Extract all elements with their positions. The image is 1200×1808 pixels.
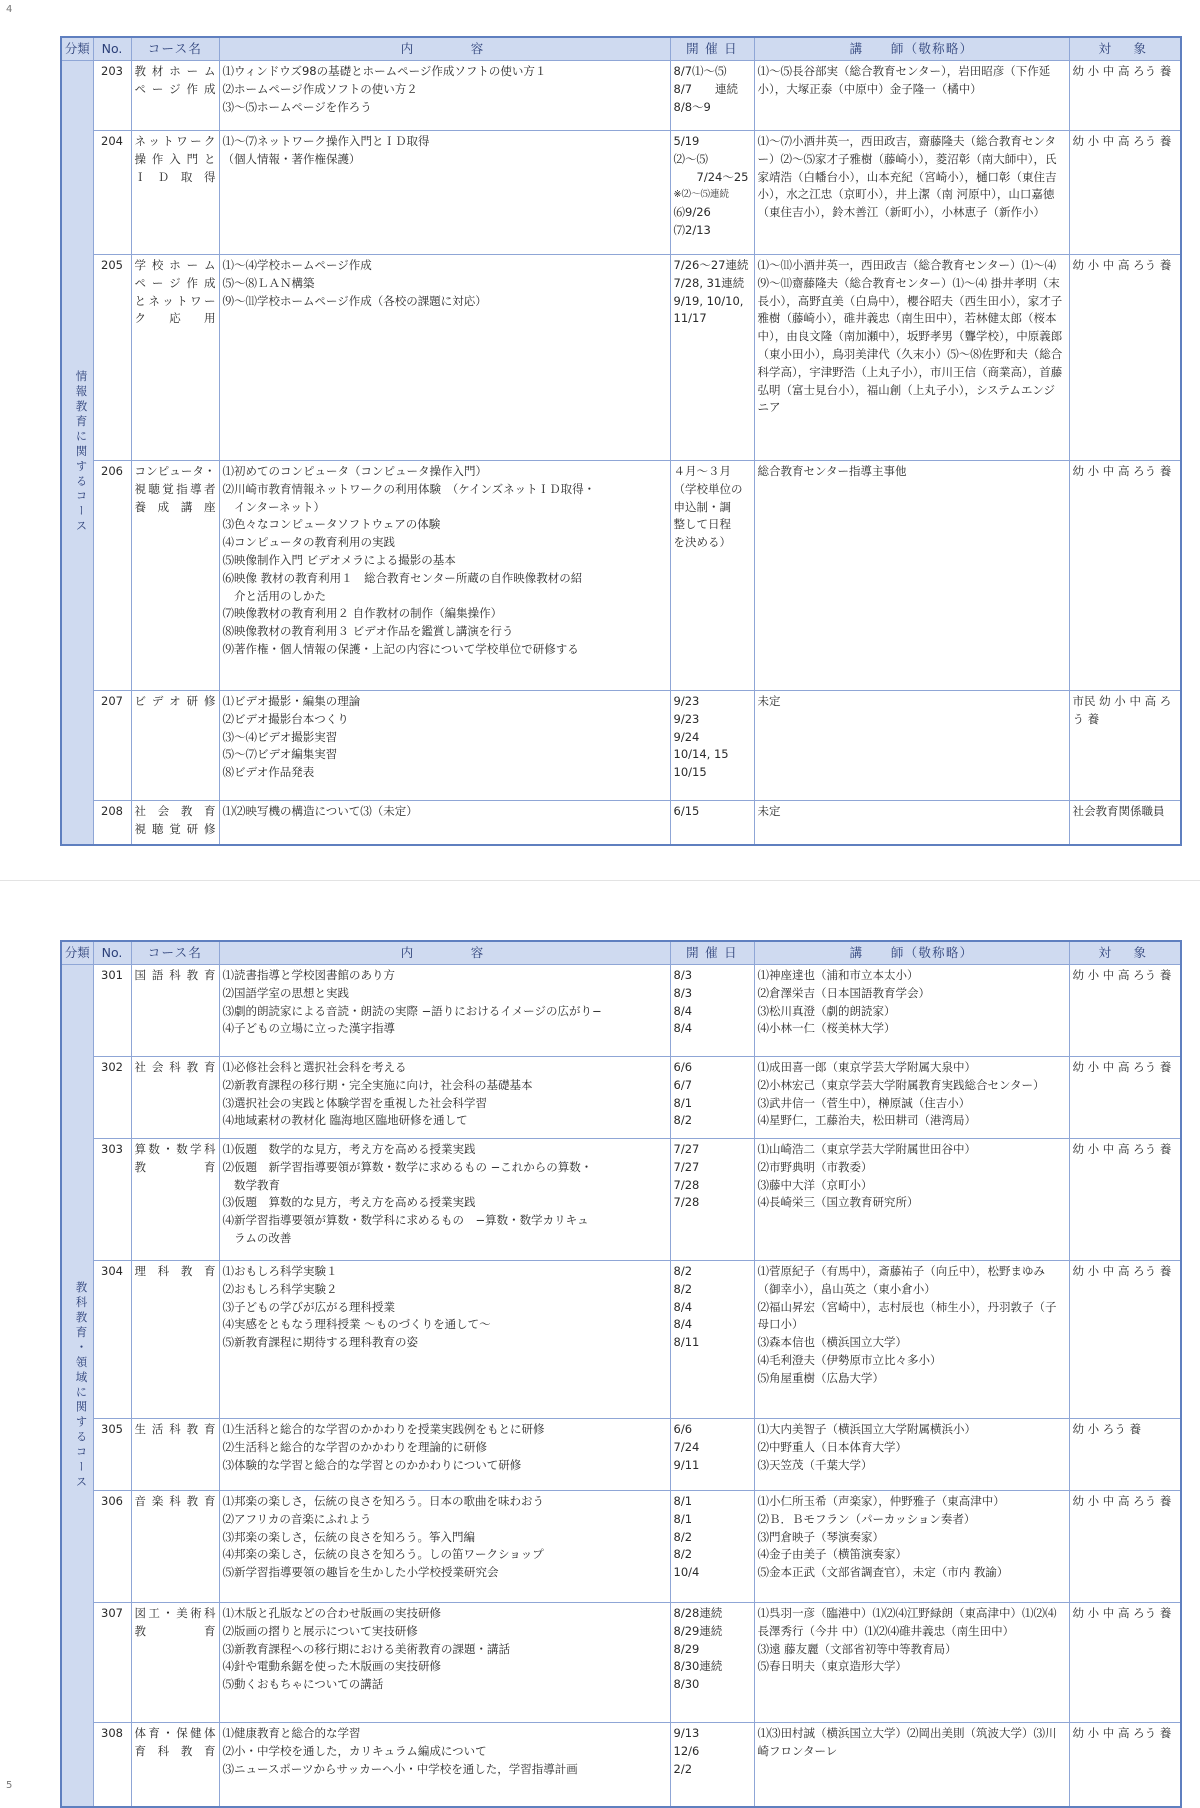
- content-line: ⑶ニュースポーツからサッカーへ小・中学校を通した，学習指導計画: [222, 1761, 578, 1776]
- course-name-cell: [131, 1419, 219, 1491]
- date-line: 10/4: [673, 1565, 700, 1580]
- date-line: 8/2: [673, 1113, 693, 1128]
- target-cell: 幼 小 中 高 ろう 養: [1069, 461, 1181, 691]
- course-name-cell: [131, 131, 219, 255]
- content-cell: [219, 461, 670, 691]
- lecturer-line: ⑴成田喜一郎（東京学芸大学附属大泉中）: [757, 1060, 976, 1074]
- date-line: 8/4: [673, 1003, 693, 1018]
- course-name-line: 音楽科教育: [134, 1494, 216, 1508]
- content-line: ⑹映像 教材の教育利用１ 総合教育センター所蔵の自作映像教材の紹: [222, 570, 583, 585]
- content-line: ⑶選択社会の実践と体験学習を重視した社会科学習: [222, 1095, 487, 1110]
- lecturer-line: ⑴山崎浩二（東京学芸大学附属世田谷中）: [757, 1142, 976, 1156]
- date-line: 8/7⑴〜⑸: [673, 64, 727, 78]
- date-cell: [670, 1603, 754, 1723]
- table-row: [61, 61, 1181, 131]
- date-line: 2/2: [673, 1761, 693, 1776]
- date-line: 8/29連続: [673, 1623, 723, 1638]
- content-line: ⑴仮題 数学的な見方，考え方を高める授業実践: [222, 1142, 476, 1156]
- course-name-line: 理科教育: [134, 1264, 216, 1278]
- date-line: 9/23: [673, 694, 700, 708]
- date-line: ４月〜３月: [673, 464, 731, 478]
- target-cell: 社会教育関係職員: [1069, 801, 1181, 845]
- date-line: 8/11: [673, 1335, 700, 1350]
- course-number: 305: [93, 1419, 131, 1491]
- lecturer-line: ⑴菅原紀子（有馬中），斎藤祐子（向丘中），松野まゆみ（御幸小），畠山英之（東小倉小）: [757, 1264, 1045, 1296]
- content-line: ⑷邦楽の楽しさ，伝統の良さを知ろう。しの笛ワークショップ: [222, 1547, 544, 1562]
- content-line: ⑺映像教材の教育利用２ 自作教材の制作（編集操作）: [222, 606, 503, 621]
- date-line: 7/26〜27連続: [673, 258, 749, 272]
- lecturer-line: ⑴⑶田村誠（横浜国立大学）⑵岡出美則（筑波大学）⑶川崎フロンターレ: [757, 1726, 1057, 1758]
- lecturer-cell: [754, 691, 1069, 801]
- content-line: ラムの改善: [222, 1230, 292, 1245]
- lecturer-text: 未定: [757, 694, 781, 708]
- table-row: [61, 1723, 1181, 1807]
- content-line: ⑵ビデオ撮影台本つくり: [222, 711, 349, 726]
- lecturer-line: ⑸角屋重樹（広島大学）: [757, 1370, 884, 1385]
- course-name-line: 教育: [134, 1159, 216, 1174]
- content-line: ⑷新学習指導要領が算数・数学科に求めるもの −算数・数学カリキュ: [222, 1213, 589, 1228]
- target-cell: 幼 小 ろう 養: [1069, 1419, 1181, 1491]
- date-line: 10/14, 15: [673, 747, 729, 762]
- course-number: 207: [93, 691, 131, 801]
- date-line: 7/24: [673, 1439, 700, 1454]
- course-name-line: 教育: [134, 1623, 216, 1638]
- date-line: 9/11: [673, 1457, 700, 1472]
- date-cell: [670, 801, 754, 845]
- target-cell: 市民 幼 小 中 高 ろう 養: [1069, 691, 1181, 801]
- content-line: ⑸新教育課程に期待する理科教育の姿: [222, 1335, 418, 1350]
- course-name-line: 養成講座: [134, 499, 216, 514]
- table-row: [61, 691, 1181, 801]
- course-name-line: 教材ホーム: [134, 64, 216, 78]
- content-cell: [219, 1261, 670, 1419]
- lecturer-line: ⑶藤中大洋（京町小）: [757, 1177, 873, 1192]
- target-cell: 幼 小 中 高 ろう 養: [1069, 1491, 1181, 1603]
- course-name-line: ページ作成: [134, 81, 216, 96]
- table-header-row: [61, 941, 1181, 965]
- content-line: ⑻映像教材の教育利用３ ビデオ作品を鑑賞し講演を行う: [222, 624, 514, 639]
- content-line: ⑴健康教育と総合的な学習: [222, 1726, 361, 1740]
- date-line: 8/1: [673, 1095, 693, 1110]
- date-line: 9/19, 10/10,: [673, 293, 744, 308]
- date-line: 8/4: [673, 1317, 693, 1332]
- date-cell: [670, 691, 754, 801]
- content-line: ⑸〜⑺ビデオ編集実習: [222, 747, 338, 762]
- course-name-cell: [131, 1723, 219, 1807]
- table-row: [61, 131, 1181, 255]
- date-line: 8/4: [673, 1021, 693, 1036]
- header-date: 開 催 日: [670, 37, 754, 61]
- date-line: 整して日程: [673, 517, 731, 532]
- date-cell: [670, 1491, 754, 1603]
- lecturer-line: ⑴呉羽一彦（臨港中）⑴⑵⑷江野緑朗（東高津中）⑴⑵⑷長澤秀行（今井 中）⑴⑵⑷碓井義忠（南生田中）: [757, 1606, 1057, 1638]
- category-label: 教科教育・領域に関するコース: [61, 965, 93, 1807]
- content-line: ⑵おもしろ科学実験２: [222, 1281, 338, 1296]
- table-row: [61, 1419, 1181, 1491]
- course-name-cell: [131, 1261, 219, 1419]
- content-cell: [219, 131, 670, 255]
- lecturer-line: ⑷小林一仁（桜美林大学）: [757, 1021, 896, 1036]
- date-line: （学校単位の: [673, 481, 743, 496]
- date-line: 8/2: [673, 1547, 693, 1562]
- content-line: ⑸動くおもちゃについての講話: [222, 1677, 384, 1692]
- header-target: 対 象: [1069, 941, 1181, 965]
- lecturer-line: ⑷毛利澄夫（伊勢原市立比々多小）: [757, 1352, 942, 1367]
- table-row: [61, 1139, 1181, 1261]
- date-line: 8/2: [673, 1529, 693, 1544]
- content-cell: [219, 801, 670, 845]
- course-number: 206: [93, 461, 131, 691]
- content-line: ⑵小・中学校を通した，カリキュラム編成について: [222, 1743, 487, 1758]
- header-category: 分類: [61, 37, 93, 61]
- target-cell: 幼 小 中 高 ろう 養: [1069, 255, 1181, 461]
- content-cell: [219, 1723, 670, 1807]
- course-name-cell: [131, 1057, 219, 1139]
- date-line: ※⑵〜⑸連続: [673, 189, 729, 201]
- lecturer-line: ⑵Ｂ．Ｂモフラン（パーカッション奏者）: [757, 1511, 976, 1526]
- course-number: 306: [93, 1491, 131, 1603]
- content-line: ⑶劇的朗読家による音読・朗読の実際 −語りにおけるイメージの広がり−: [222, 1003, 602, 1018]
- header-lecturer: 講 師（敬称略）: [754, 37, 1069, 61]
- content-cell: [219, 1419, 670, 1491]
- content-line: ⑵ホームページ作成ソフトの使い方２: [222, 81, 418, 96]
- target-cell: 幼 小 中 高 ろう 養: [1069, 1261, 1181, 1419]
- lecturer-line: ⑵市野典明（市教委）: [757, 1159, 873, 1174]
- content-line: ⑶新教育課程への移行期における美術教育の課題・講話: [222, 1641, 510, 1656]
- date-cell: [670, 61, 754, 131]
- content-line: ⑴生活科と総合的な学習のかかわりを授業実践例をもとに研修: [222, 1422, 545, 1436]
- category-label: 情報教育に関するコース: [61, 61, 93, 845]
- lecturer-cell: [754, 61, 1069, 131]
- header-no: No.: [93, 941, 131, 965]
- date-line: 8/4: [673, 1299, 693, 1314]
- date-line: 8/1: [673, 1494, 693, 1508]
- date-line: 7/28: [673, 1195, 700, 1210]
- date-line: 9/23: [673, 711, 700, 726]
- content-line: ⑵新教育課程の移行期・完全実施に向け，社会科の基礎基本: [222, 1077, 533, 1092]
- lecturer-line: ⑵中野重人（日本体育大学）: [757, 1439, 907, 1454]
- content-line: ⑶〜⑸ホームページを作ろう: [222, 99, 372, 114]
- lecturer-line: ⑶武井信一（菅生中），榊原誠（住吉小）: [757, 1095, 971, 1110]
- header-course: コース名: [131, 37, 219, 61]
- course-number: 302: [93, 1057, 131, 1139]
- course-name-line: 図工・美術科: [134, 1606, 216, 1620]
- content-line: ⑴〜⑺ネットワーク操作入門とＩＤ取得: [222, 134, 430, 148]
- content-line: ⑵アフリカの音楽にふれよう: [222, 1511, 372, 1526]
- lecturer-cell: [754, 1057, 1069, 1139]
- course-number: 204: [93, 131, 131, 255]
- table-row: [61, 1603, 1181, 1723]
- lecturer-text: ⑴〜⑺小酒井英一，西田政吉，齋藤隆夫（総合教育センター）⑵〜⑸家才子雅樹（藤崎小），菱沼彰（南大師中），氏家靖浩（白幡台小），山本充紀（宮崎小），樋口彰（東住吉小），水之江忠（京町小），井上潔（南 河原中），山口嘉徳（東住吉小），鈴木善江（新町小），小林恵子（新作小）: [757, 134, 1057, 220]
- date-line: 8/28連続: [673, 1606, 723, 1620]
- content-line: ⑶体験的な学習と総合的な学習とのかかわりについて研修: [222, 1457, 522, 1472]
- date-line: 6/6: [673, 1060, 693, 1074]
- date-line: 7/27: [673, 1159, 700, 1174]
- content-line: ⑶子どもの学びが広がる理科授業: [222, 1299, 395, 1314]
- content-line: ⑻ビデオ作品発表: [222, 765, 315, 780]
- date-cell: [670, 1261, 754, 1419]
- lecturer-line: ⑵小林宏己（東京学芸大学附属教育実践総合センター）: [757, 1077, 1045, 1092]
- content-line: ⑸映像制作入門 ビデオメラによる撮影の基本: [222, 552, 456, 567]
- date-line: 8/7 連続: [673, 81, 739, 96]
- header-no: No.: [93, 37, 131, 61]
- header-target: 対 象: [1069, 37, 1181, 61]
- header-course: コース名: [131, 941, 219, 965]
- lecturer-cell: [754, 1261, 1069, 1419]
- date-line: 9/24: [673, 729, 700, 744]
- lecturer-line: ⑴神座達也（浦和市立本太小）: [757, 968, 919, 982]
- date-line: ⑵〜⑸: [673, 151, 708, 166]
- course-name-cell: [131, 255, 219, 461]
- content-cell: [219, 965, 670, 1057]
- course-name-cell: [131, 801, 219, 845]
- content-cell: [219, 255, 670, 461]
- date-line: 申込制・調: [673, 499, 731, 514]
- lecturer-cell: [754, 1603, 1069, 1723]
- date-cell: [670, 255, 754, 461]
- content-line: ⑸〜⑻ＬＡＮ構築: [222, 275, 315, 290]
- course-name-line: 社会科教育: [134, 1060, 216, 1074]
- header-date: 開 催 日: [670, 941, 754, 965]
- course-table-information: [60, 36, 1182, 846]
- target-cell: 幼 小 中 高 ろう 養: [1069, 1603, 1181, 1723]
- content-line: ⑶〜⑷ビデオ撮影実習: [222, 729, 338, 744]
- course-number: 208: [93, 801, 131, 845]
- table-row: [61, 461, 1181, 691]
- course-number: 304: [93, 1261, 131, 1419]
- course-name-cell: [131, 965, 219, 1057]
- date-line: 7/24〜25: [673, 169, 749, 184]
- lecturer-line: ⑷長崎栄三（国立教育研究所）: [757, 1195, 919, 1210]
- content-cell: [219, 1603, 670, 1723]
- date-line: 8/30: [673, 1677, 700, 1692]
- lecturer-text: ⑴〜⑾小酒井英一，西田政吉（総合教育センター）⑴〜⑷⑼〜⑾齋藤隆夫（総合教育センター）⑴〜⑷ 掛井孝明（末長小），高野直美（白鳥中），櫻谷昭夫（西生田小），家才子雅樹（藤崎小），碓井義忠（南生田中），若林健太郎（桜本中），由良文隆（南加瀬中），坂野孝男（聾学校），中原義郎（東小田小），鳥羽美津代（久末小）⑸〜⑻佐野和夫（総合科学高），宇津野浩（上丸子小），市川王信（商業高），首藤弘明（富士見台小），福山創（上丸子小），システムエンジニア: [757, 258, 1063, 415]
- course-name-line: 国語科教育: [134, 968, 216, 982]
- lecturer-line: ⑷金子由美子（横笛演奏家）: [757, 1547, 907, 1562]
- table-row: [61, 801, 1181, 845]
- lecturer-line: ⑷星野仁，工藤治夫，松田耕司（港湾局）: [757, 1113, 976, 1128]
- lecturer-line: ⑶森本信也（横浜国立大学）: [757, 1335, 907, 1350]
- date-line: を決める）: [673, 535, 731, 550]
- content-line: （個人情報・著作権保護）: [222, 151, 361, 166]
- header-category: 分類: [61, 941, 93, 965]
- lecturer-line: ⑵福山昇宏（宮崎中），志村辰也（柿生小），丹羽敦子（子母口小）: [757, 1299, 1057, 1332]
- date-line: 7/28, 31連続: [673, 275, 745, 290]
- date-cell: [670, 1723, 754, 1807]
- course-name-line: 体育・保健体: [134, 1726, 216, 1740]
- lecturer-text: ⑴〜⑸長谷部実（総合教育センター），岩田昭彦（下作延小），大塚正泰（中原中）金子隆一（橘中）: [757, 64, 1051, 96]
- lecturer-cell: [754, 801, 1069, 845]
- date-line: 8/3: [673, 968, 693, 982]
- content-line: ⑸新学習指導要領の趣旨を生かした小学校授業研究会: [222, 1565, 499, 1580]
- course-name-line: 生活科教育: [134, 1422, 216, 1436]
- course-name-line: 社会教育: [134, 804, 216, 818]
- course-name-line: ＩＤ取得: [134, 169, 216, 184]
- content-line: 数学教育: [222, 1177, 280, 1192]
- content-line: ⑷子どもの立場に立った漢字指導: [222, 1021, 395, 1036]
- content-line: ⑵生活科と総合的な学習のかかわりを理論的に研修: [222, 1439, 487, 1454]
- date-cell: [670, 1057, 754, 1139]
- target-cell: 幼 小 中 高 ろう 養: [1069, 965, 1181, 1057]
- content-cell: [219, 1139, 670, 1261]
- lecturer-line: ⑶天笠茂（千葉大学）: [757, 1457, 873, 1472]
- target-cell: 幼 小 中 高 ろう 養: [1069, 61, 1181, 131]
- content-line: ⑷コンピュータの教育利用の実践: [222, 535, 395, 550]
- lecturer-cell: [754, 1491, 1069, 1603]
- date-line: 9/13: [673, 1726, 700, 1740]
- course-number: 307: [93, 1603, 131, 1723]
- table-row: [61, 1057, 1181, 1139]
- lecturer-line: ⑶松川真澄（劇的朗読家）: [757, 1003, 896, 1018]
- course-name-line: コンピュータ・: [134, 464, 216, 478]
- date-line: 10/15: [673, 765, 707, 780]
- lecturer-line: ⑸春日明夫（東京造形大学）: [757, 1659, 907, 1674]
- content-cell: [219, 691, 670, 801]
- table-row: [61, 255, 1181, 461]
- date-cell: [670, 1419, 754, 1491]
- lecturer-line: ⑴大内美智子（横浜国立大学附属横浜小）: [757, 1422, 976, 1436]
- course-name-cell: [131, 1139, 219, 1261]
- content-line: ⑷実感をともなう理科授業 〜ものづくりを通して〜: [222, 1317, 491, 1332]
- content-line: ⑴初めてのコンピュータ（コンピュータ操作入門）: [222, 464, 487, 478]
- lecturer-cell: [754, 255, 1069, 461]
- header-content: 内 容: [219, 941, 670, 965]
- table-header-row: [61, 37, 1181, 61]
- lecturer-line: ⑸金本正武（文部省調査官），未定（市内 教諭）: [757, 1565, 1009, 1580]
- target-cell: 幼 小 中 高 ろう 養: [1069, 1723, 1181, 1807]
- date-line: 8/8〜9: [673, 99, 711, 114]
- lecturer-line: ⑶遠 藤友麗（文部省初等中等教育局）: [757, 1641, 957, 1656]
- course-name-cell: [131, 461, 219, 691]
- lecturer-cell: [754, 965, 1069, 1057]
- date-line: ⑺2/13: [673, 222, 711, 237]
- content-line: ⑶仮題 算数的な見方，考え方を高める授業実践: [222, 1195, 476, 1210]
- table-row: [61, 1261, 1181, 1419]
- course-name-cell: [131, 1491, 219, 1603]
- course-name-line: 視聴覚研修: [134, 821, 216, 836]
- content-line: ⑵仮題 新学習指導要領が算数・数学に求めるもの −これからの算数・: [222, 1159, 593, 1174]
- content-line: ⑼著作権・個人情報の保護・上記の内容について学校単位で研修する: [222, 641, 579, 656]
- course-name-line: ク応用: [134, 311, 216, 326]
- course-name-line: 算数・数学科: [134, 1142, 216, 1156]
- lecturer-cell: [754, 131, 1069, 255]
- date-line: 8/30連続: [673, 1659, 723, 1674]
- content-line: ⑷地域素材の教材化 臨海地区臨地研修を通して: [222, 1113, 468, 1128]
- content-line: ⑴邦楽の楽しさ，伝統の良さを知ろう。日本の歌曲を味わおう: [222, 1494, 545, 1508]
- content-cell: [219, 61, 670, 131]
- table-row: [61, 1491, 1181, 1603]
- course-name-line: ネットワーク: [134, 134, 216, 148]
- date-cell: [670, 1139, 754, 1261]
- course-name-cell: [131, 61, 219, 131]
- content-cell: [219, 1057, 670, 1139]
- content-line: ⑵版画の摺りと展示について実技研修: [222, 1623, 418, 1638]
- course-name-line: 育科教育: [134, 1743, 216, 1758]
- lecturer-cell: [754, 1419, 1069, 1491]
- lecturer-line: ⑵倉澤栄吉（日本国語教育学会）: [757, 985, 930, 1000]
- content-line: ⑶色々なコンピュータソフトウェアの体験: [222, 517, 441, 532]
- page-divider: [0, 880, 1200, 881]
- content-line: ⑴ビデオ撮影・編集の理論: [222, 694, 361, 708]
- course-number: 301: [93, 965, 131, 1057]
- date-line: 11/17: [673, 311, 707, 326]
- content-line: ⑴木版と孔版などの合わせ版画の実技研修: [222, 1606, 441, 1620]
- page-number-bottom: 5: [6, 1780, 13, 1791]
- course-number: 303: [93, 1139, 131, 1261]
- course-name-cell: [131, 691, 219, 801]
- header-content: 内 容: [219, 37, 670, 61]
- date-line: 6/7: [673, 1077, 693, 1092]
- content-line: ⑼〜⑾学校ホームページ作成（各校の課題に対応）: [222, 293, 487, 308]
- content-line: ⑴読書指導と学校図書館のあり方: [222, 968, 395, 982]
- content-line: ⑵川崎市教育情報ネットワークの利用体験 （ケインズネットＩＤ取得・: [222, 481, 596, 496]
- content-line: ⑴〜⑷学校ホームページ作成: [222, 258, 372, 272]
- lecturer-text: 未定: [757, 804, 781, 818]
- content-line: ⑴⑵映写機の構造について⑶（未定）: [222, 804, 418, 818]
- course-name-line: 操作入門と: [134, 151, 216, 166]
- content-line: ⑴おもしろ科学実験１: [222, 1264, 338, 1278]
- content-line: ⑴ウィンドウズ98の基礎とホームページ作成ソフトの使い方１: [222, 64, 547, 78]
- course-name-cell: [131, 1603, 219, 1723]
- course-number: 308: [93, 1723, 131, 1807]
- content-cell: [219, 1491, 670, 1603]
- date-line: 7/28: [673, 1177, 700, 1192]
- course-table-subjects: [60, 940, 1182, 1808]
- course-number: 203: [93, 61, 131, 131]
- date-line: 8/2: [673, 1281, 693, 1296]
- course-name-line: ビデオ研修: [134, 694, 216, 708]
- header-lecturer: 講 師（敬称略）: [754, 941, 1069, 965]
- target-cell: 幼 小 中 高 ろう 養: [1069, 1057, 1181, 1139]
- date-line: 6/15: [673, 804, 700, 818]
- date-line: 8/29: [673, 1641, 700, 1656]
- course-name-line: 視聴覚指導者: [134, 481, 216, 496]
- content-line: ⑵国語学室の思想と実践: [222, 985, 349, 1000]
- date-cell: [670, 461, 754, 691]
- content-line: インターネット）: [222, 499, 325, 514]
- date-line: 8/2: [673, 1264, 693, 1278]
- course-number: 205: [93, 255, 131, 461]
- course-name-line: 学校ホーム: [134, 258, 216, 272]
- content-line: ⑴必修社会科と選択社会科を考える: [222, 1060, 407, 1074]
- date-cell: [670, 965, 754, 1057]
- lecturer-cell: [754, 1139, 1069, 1261]
- date-line: 12/6: [673, 1743, 700, 1758]
- content-line: ⑷針や電動糸鋸を使った木版画の実技研修: [222, 1659, 441, 1674]
- target-cell: 幼 小 中 高 ろう 養: [1069, 1139, 1181, 1261]
- date-line: 8/1: [673, 1511, 693, 1526]
- page-number-top: 4: [6, 4, 13, 15]
- date-line: ⑹9/26: [673, 205, 711, 220]
- date-line: 8/3: [673, 985, 693, 1000]
- lecturer-cell: [754, 1723, 1069, 1807]
- content-line: ⑶邦楽の楽しさ，伝統の良さを知ろう。筝入門編: [222, 1529, 476, 1544]
- lecturer-line: ⑴小仁所玉希（声楽家），仲野雅子（東高津中）: [757, 1494, 1005, 1508]
- course-name-line: ページ作成: [134, 275, 216, 290]
- lecturer-text: 総合教育センター指導主事他: [757, 464, 907, 478]
- table-row: [61, 965, 1181, 1057]
- course-name-line: とネットワー: [134, 293, 216, 308]
- target-cell: 幼 小 中 高 ろう 養: [1069, 131, 1181, 255]
- date-line: 5/19: [673, 134, 700, 148]
- date-line: 6/6: [673, 1422, 693, 1436]
- date-line: 7/27: [673, 1142, 700, 1156]
- content-line: 介と活用のしかた: [222, 588, 326, 603]
- date-cell: [670, 131, 754, 255]
- lecturer-line: ⑶門倉映子（琴演奏家）: [757, 1529, 884, 1544]
- lecturer-cell: [754, 461, 1069, 691]
